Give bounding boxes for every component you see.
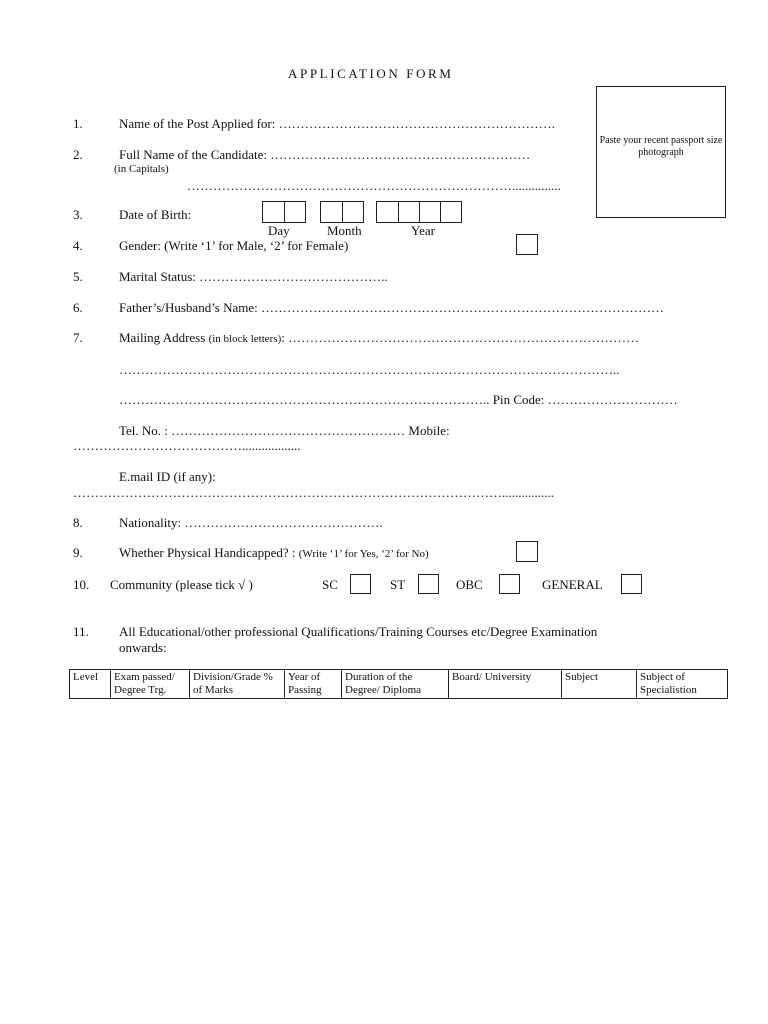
dob-year-digit[interactable] xyxy=(419,202,440,222)
photo-note: Paste your recent passport size photograph xyxy=(599,135,723,158)
q2-label[interactable]: Full Name of the Candidate: …………………………………………………… xyxy=(119,147,531,162)
dob-month-boxes[interactable] xyxy=(320,201,364,223)
q3-number: 3. xyxy=(73,207,83,222)
q5-number: 5. xyxy=(73,269,83,284)
dob-month-digit[interactable] xyxy=(321,202,342,222)
dob-month-digit[interactable] xyxy=(342,202,363,222)
col-level: Level xyxy=(70,670,111,699)
col-board-university: Board/ University xyxy=(449,670,562,699)
dob-day-label: Day xyxy=(268,223,290,238)
dob-year-digit[interactable] xyxy=(398,202,419,222)
q9-number: 9. xyxy=(73,545,83,560)
form-title: APPLICATION FORM xyxy=(288,66,454,81)
q5-label[interactable]: Marital Status: …………………………………….. xyxy=(119,269,388,284)
q1-label[interactable]: Name of the Post Applied for: ………………………………………………………. xyxy=(119,116,555,131)
q2-line2[interactable]: …………………………………………………………………............... xyxy=(187,178,561,193)
community-obc-checkbox[interactable] xyxy=(499,574,520,594)
community-obc-label: OBC xyxy=(456,577,483,592)
q6-number: 6. xyxy=(73,300,83,315)
q7-label-dots: : ……………………………………………………………………… xyxy=(281,330,640,345)
dob-day-digit[interactable] xyxy=(263,202,284,222)
tel-mobile-label[interactable]: Tel. No. : ……………………………………………… Mobile: xyxy=(119,423,450,438)
col-duration: Duration of the Degree/ Diploma xyxy=(342,670,449,699)
q11-label-cont: onwards: xyxy=(119,640,167,655)
dob-year-digit[interactable] xyxy=(377,202,398,222)
col-division-grade: Division/Grade % of Marks xyxy=(190,670,285,699)
community-general-label: GENERAL xyxy=(542,577,603,592)
community-st-checkbox[interactable] xyxy=(418,574,439,594)
email-line[interactable]: ………………………………………………………………………………………................ xyxy=(73,485,554,500)
community-sc-checkbox[interactable] xyxy=(350,574,371,594)
dob-day-digit[interactable] xyxy=(284,202,305,222)
col-specialisation: Subject of Specialistion xyxy=(637,670,728,699)
q7-label-text: Mailing Address xyxy=(119,330,209,345)
q9-label xyxy=(119,546,429,560)
address-line3-pin[interactable]: ………………………………………………………………………….. Pin Code: ………………………… xyxy=(119,392,678,407)
dob-year-boxes[interactable] xyxy=(376,201,462,223)
q3-label: Date of Birth: xyxy=(119,207,192,222)
q1-number: 1. xyxy=(73,116,83,131)
dob-year-digit[interactable] xyxy=(440,202,461,222)
qualifications-table xyxy=(69,669,728,699)
col-subject: Subject xyxy=(562,670,637,699)
col-year-of-passing: Year of Passing xyxy=(285,670,342,699)
handicapped-box[interactable] xyxy=(516,541,538,562)
mobile-line[interactable]: ………………………………….................. xyxy=(73,438,301,453)
col-exam-passed: Exam passed/ Degree Trg. xyxy=(111,670,190,699)
q10-number: 10. xyxy=(73,577,90,592)
dob-month-label: Month xyxy=(327,223,362,238)
q6-label[interactable]: Father’s/Husband’s Name: ………………………………………………………………………………… xyxy=(119,300,665,315)
table-header-row xyxy=(70,670,728,699)
q4-label: Gender: (Write ‘1’ for Male, ‘2’ for Female) xyxy=(119,238,349,253)
q2-hint: (in Capitals) xyxy=(114,163,169,175)
dob-year-label: Year xyxy=(411,223,435,238)
address-line2[interactable]: …………………………………………………………………………………………………….. xyxy=(119,362,620,377)
q9-label-text: Whether Physical Handicapped? : xyxy=(119,545,299,560)
q8-label[interactable]: Nationality: ………………………………………. xyxy=(119,515,383,530)
q8-number: 8. xyxy=(73,515,83,530)
dob-day-boxes[interactable] xyxy=(262,201,306,223)
email-label: E.mail ID (if any): xyxy=(119,469,216,484)
community-st-label: ST xyxy=(390,577,406,592)
q7-hint: (in block letters) xyxy=(208,333,282,345)
photo-box[interactable] xyxy=(596,86,726,218)
community-sc-label: SC xyxy=(322,577,338,592)
q2-number: 2. xyxy=(73,147,83,162)
gender-box[interactable] xyxy=(516,234,538,255)
q7-label[interactable] xyxy=(119,331,639,345)
q11-label: All Educational/other professional Qualifications/Training Courses etc/Degree Examination xyxy=(119,624,598,639)
q4-number: 4. xyxy=(73,238,83,253)
q11-number: 11. xyxy=(73,624,89,639)
community-general-checkbox[interactable] xyxy=(621,574,642,594)
q10-label: Community (please tick √ ) xyxy=(110,577,253,592)
q9-hint: (Write ‘1’ for Yes, ‘2’ for No) xyxy=(298,548,429,560)
q7-number: 7. xyxy=(73,330,83,345)
